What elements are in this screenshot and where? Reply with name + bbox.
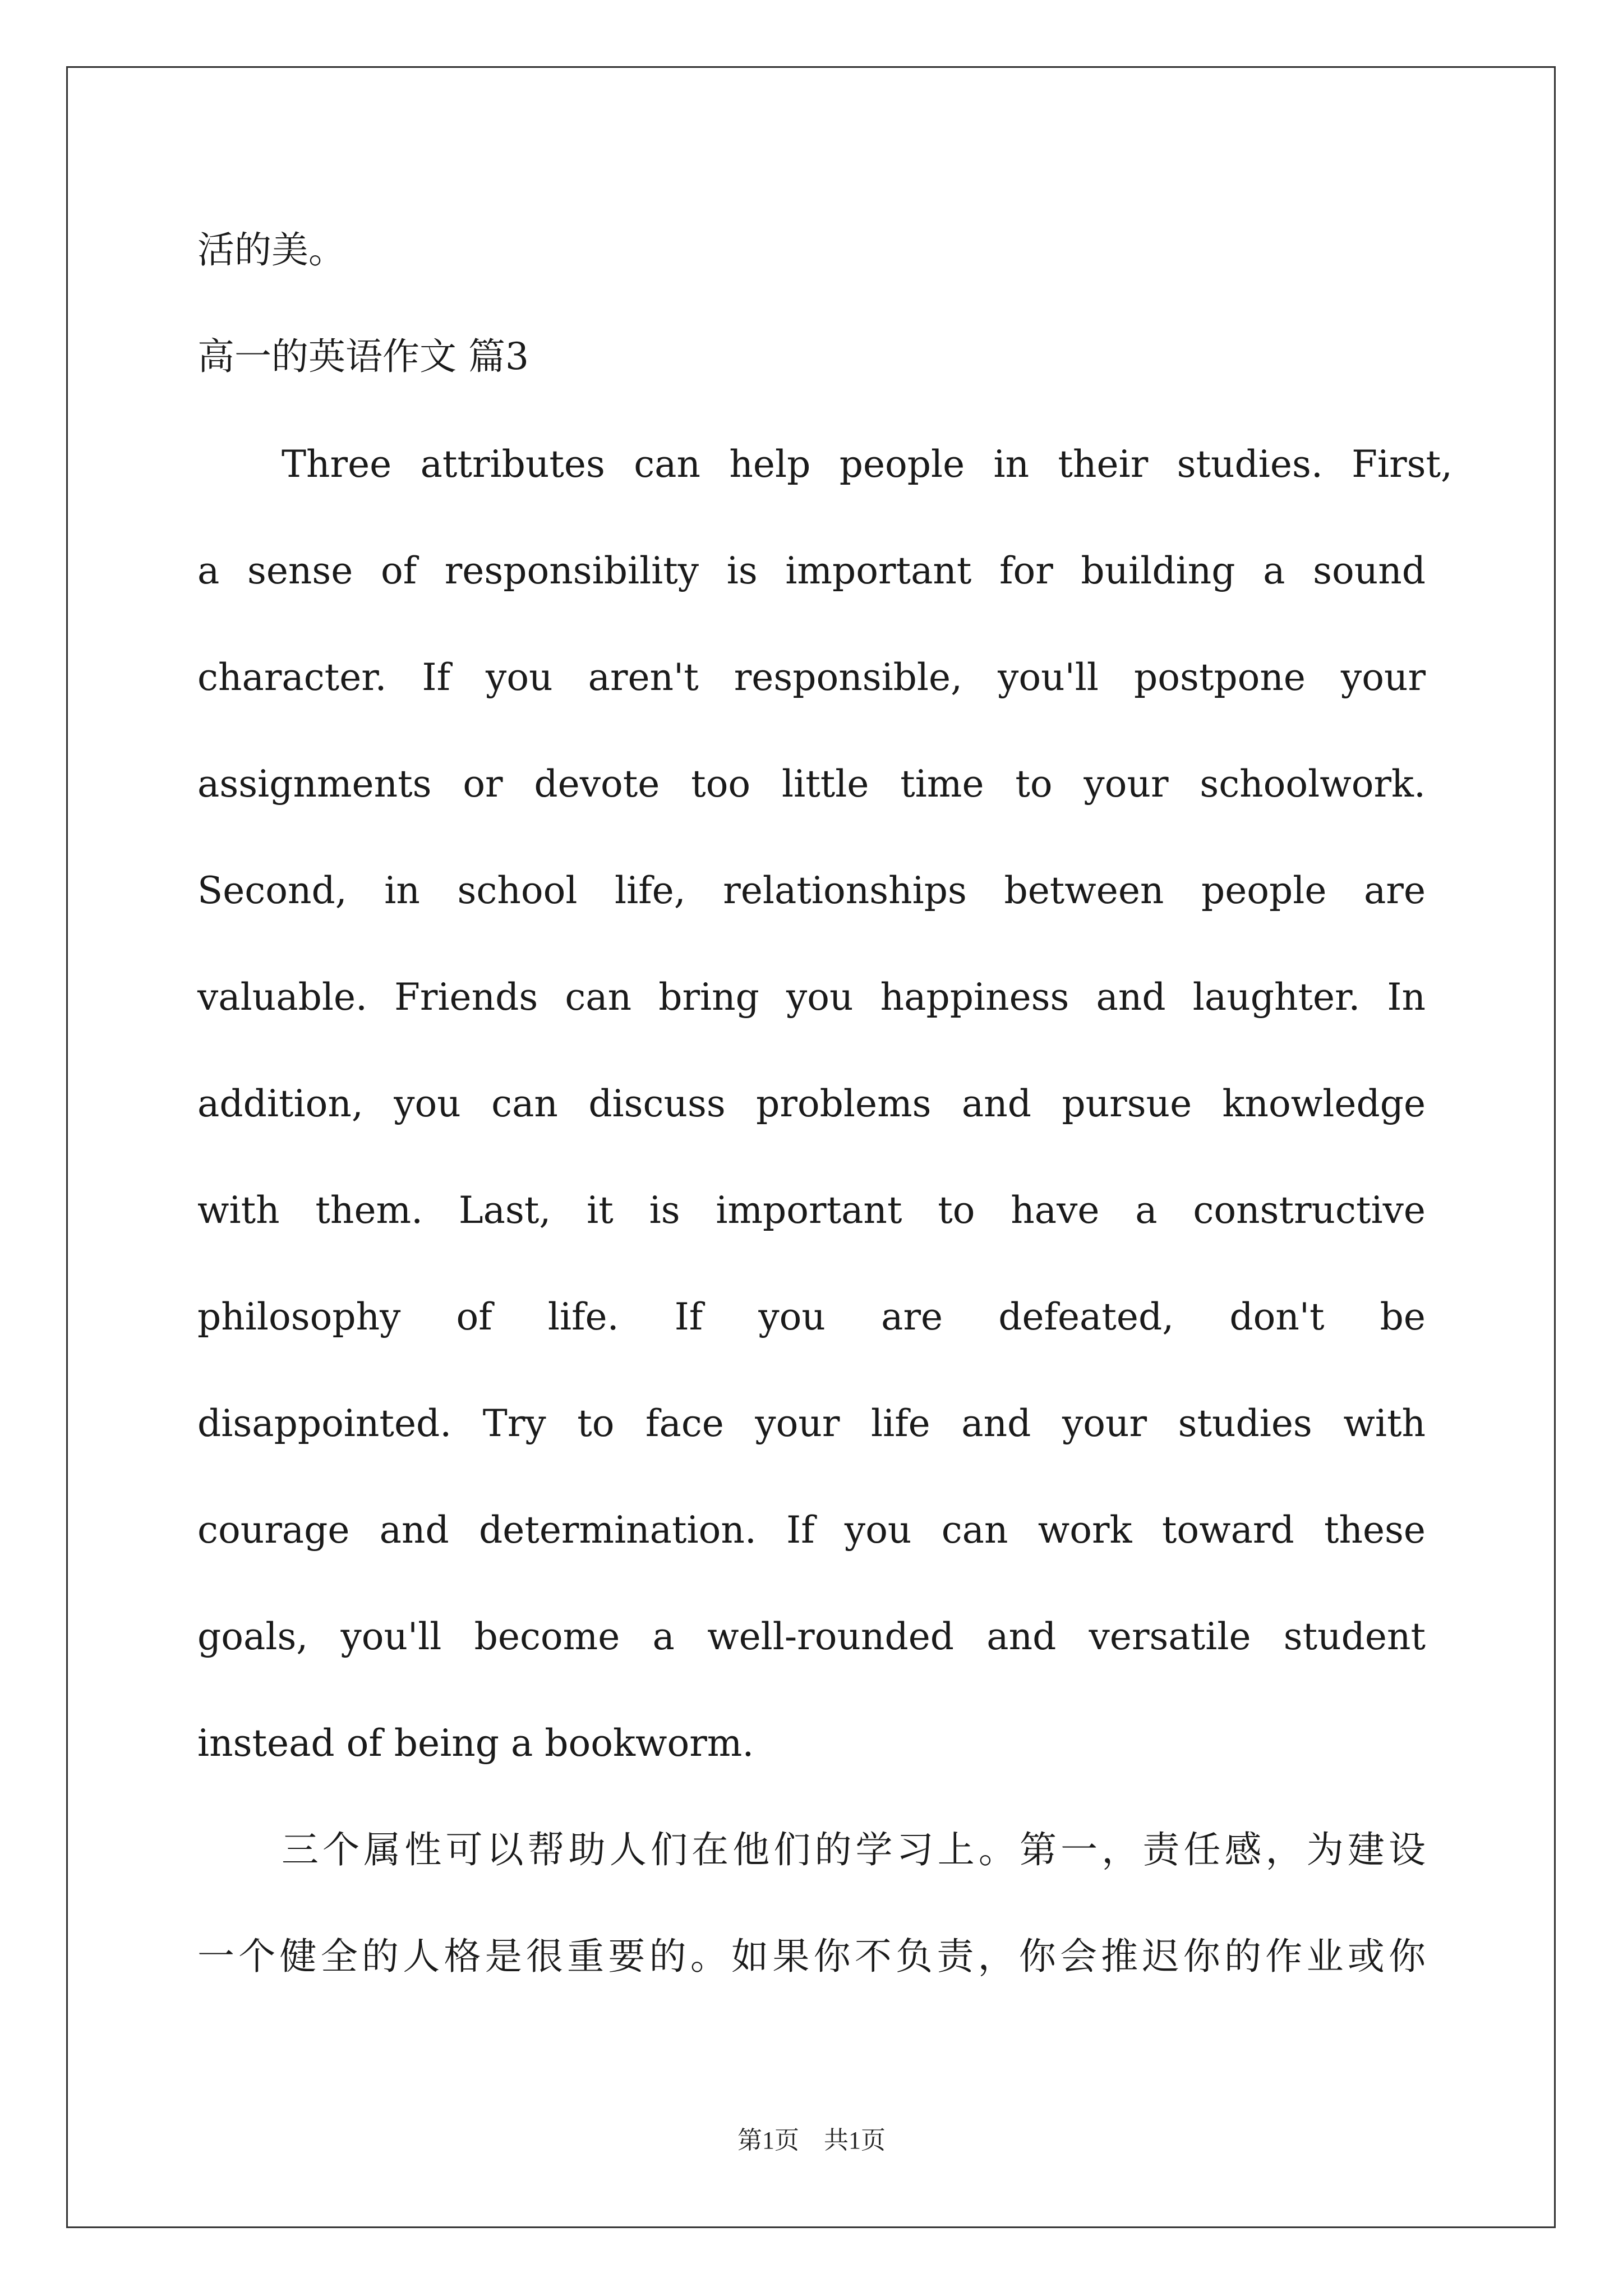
english-paragraph-line-13: instead of being a bookworm.: [197, 1722, 754, 1765]
english-paragraph-line-5: Second, in school life, relationships between people are: [197, 869, 1426, 912]
page-number-total: 共1页: [824, 2127, 886, 2154]
page-number-current: 第1页: [737, 2127, 799, 2154]
english-paragraph-line-4: assignments or devote too little time to your schoolwork.: [197, 762, 1426, 806]
english-paragraph-line-8: with them. Last, it is important to have a constructive: [197, 1189, 1426, 1232]
english-paragraph-line-12: goals, you'll become a well-rounded and versatile student: [197, 1615, 1426, 1658]
english-paragraph-line-2: a sense of responsibility is important for building a sound: [197, 549, 1426, 592]
english-paragraph-line-3: character. If you aren't responsible, you'll postpone your: [197, 656, 1426, 699]
paragraph-end-line: 活的美。: [197, 228, 345, 272]
english-paragraph-line-11: courage and determination. If you can work toward these: [197, 1508, 1426, 1552]
page-border: [66, 66, 1556, 2228]
section-heading: 高一的英语作文 篇3: [197, 335, 529, 378]
english-paragraph-line-1: Three attributes can help people in their studies. First,: [282, 443, 1453, 486]
english-paragraph-line-9: philosophy of life. If you are defeated, don't be: [197, 1295, 1426, 1338]
english-paragraph-line-10: disappointed. Try to face your life and your studies with: [197, 1402, 1426, 1445]
page-footer: [0, 2125, 1623, 2156]
english-paragraph-line-7: addition, you can discuss problems and pursue knowledge: [197, 1082, 1426, 1125]
english-paragraph-line-6: valuable. Friends can bring you happiness and laughter. In: [197, 976, 1426, 1019]
chinese-paragraph-line-1: 三个属性可以帮助人们在他们的学习上。第一，责任感，为建设: [282, 1828, 1426, 1871]
chinese-paragraph-line-2: 一个健全的人格是很重要的。如果你不负责，你会推迟你的作业或你: [197, 1935, 1426, 1978]
